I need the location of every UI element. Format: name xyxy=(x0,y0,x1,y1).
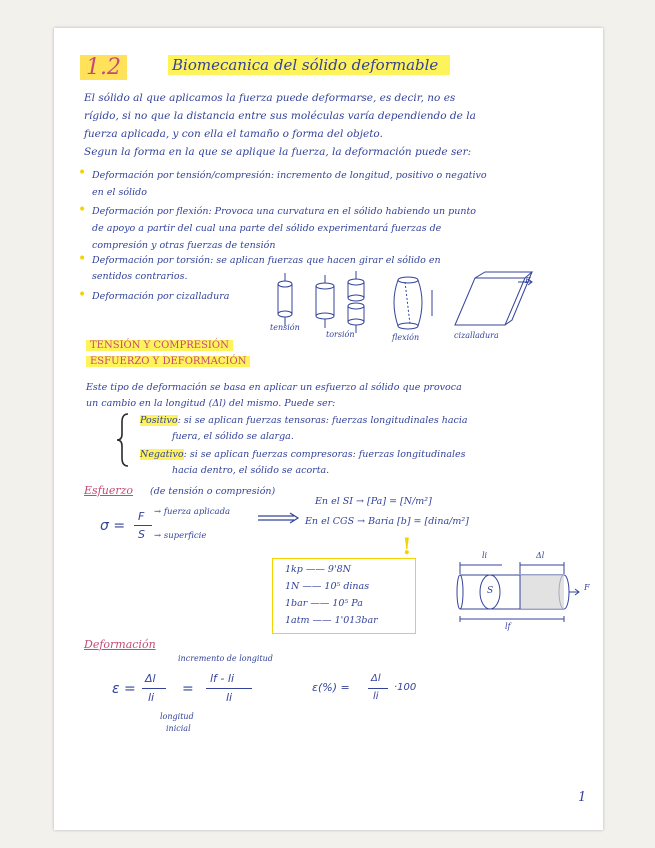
positive-line-2: fuera, el sólido se alarga. xyxy=(172,431,294,442)
deformation-top-note: incremento de longitud xyxy=(178,654,273,663)
type-flexion-line-1: Deformación por flexión: Provoca una curvatura en el sólido habiendo un punto xyxy=(92,206,477,217)
strain-denominator-2: li xyxy=(226,691,233,704)
strain-numerator-2: lf - li xyxy=(210,672,235,685)
positive-text: : si se aplican fuerzas tensoras: fuerzas longitudinales hacia xyxy=(177,415,468,426)
section-number: 1.2 xyxy=(80,55,127,80)
bullet-3: • xyxy=(78,251,87,267)
page-number: 1 xyxy=(578,790,587,805)
negative-line-2: hacia dentro, el sólido se acorta. xyxy=(172,465,330,476)
sigma-symbol: σ = xyxy=(100,518,126,534)
stress-heading-rest: (de tensión o compresión) xyxy=(150,486,276,497)
bullet-4: • xyxy=(78,287,87,303)
percent-strain-bar xyxy=(368,688,388,689)
unit-newton: 1N —— 10⁵ dinas xyxy=(285,581,370,592)
strain-denominator: li xyxy=(148,691,155,704)
strain-equals: = xyxy=(182,681,194,697)
exclamation-icon: ! xyxy=(402,534,412,560)
stress-fraction-bar xyxy=(134,525,152,526)
type-torsion-line-1: Deformación por torsión: se aplican fuerzas que hacen girar el sólido en xyxy=(92,255,441,266)
unit-bar: 1bar —— 10⁵ Pa xyxy=(285,598,363,609)
percent-strain-tail: ·100 xyxy=(394,682,417,693)
si-units: En el SI → [Pa] = [N/m²] xyxy=(315,496,432,507)
cylinder-li: li xyxy=(482,551,488,560)
page-title: Biomecanica del sólido deformable xyxy=(168,55,450,75)
percent-strain-denominator: li xyxy=(373,691,379,702)
stress-numerator: F xyxy=(138,510,145,523)
sketch-label-flexion: flexión xyxy=(392,333,420,342)
sketch-label-force: F xyxy=(525,276,531,285)
type-flexion-line-2: de apoyo a partir del cual una parte del sólido experimentará fuerzas de xyxy=(92,223,442,234)
intro-line-2: rígido, si no que la distancia entre sus moléculas varía dependiendo de la xyxy=(84,110,476,122)
section2-line-2: un cambio en la longitud (Δl) del mismo. Puede ser: xyxy=(86,398,336,409)
sketch-label-tension: tensión xyxy=(270,323,300,332)
sketch-label-cizalladura: cizalladura xyxy=(454,331,499,340)
type-flexion-line-3: compresión y otras fuerzas de tensión xyxy=(92,240,276,251)
negative-label: Negativo xyxy=(140,449,184,460)
stress-denominator: S xyxy=(138,528,145,541)
cgs-units: En el CGS → Baria [b] = [dina/m²] xyxy=(305,516,469,527)
section2-line-1: Este tipo de deformación se basa en aplicar un esfuerzo al sólido que provoca xyxy=(86,382,462,393)
cylinder-sketch xyxy=(452,556,582,628)
strain-fraction-bar-2 xyxy=(206,688,252,689)
epsilon-symbol: ε = xyxy=(112,681,136,697)
sketch-label-torsion: torsión xyxy=(326,330,355,339)
heading-tension-compression: TENSIÓN Y COMPRESIÓN xyxy=(86,340,233,351)
cylinder-F: F xyxy=(584,583,590,592)
positive-label: Positivo xyxy=(140,415,178,426)
bullet-1: • xyxy=(78,165,87,181)
unit-atm: 1atm —— 1'013bar xyxy=(285,615,378,626)
unit-kp: 1kp —— 9'8N xyxy=(285,564,351,575)
intro-line-1: El sólido al que aplicamos la fuerza puede deformarse, es decir, no es xyxy=(84,92,456,104)
type-shear: Deformación por cizalladura xyxy=(92,291,230,302)
intro-line-3: fuerza aplicada, y con ella el tamaño o forma del objeto. xyxy=(84,128,383,140)
stress-F-note: → fuerza aplicada xyxy=(154,507,231,517)
negative-text: : si se aplican fuerzas compresoras: fuerzas longitudinales xyxy=(183,449,466,460)
percent-strain-label: ε(%) = xyxy=(312,681,350,694)
implies-arrow xyxy=(256,512,302,524)
type-tension-line-2: en el sólido xyxy=(92,187,147,198)
strain-numerator: Δl xyxy=(145,672,156,685)
stress-F-note-text: fuerza aplicada xyxy=(163,507,231,517)
cylinder-S: S xyxy=(487,586,494,596)
strain-fraction-bar xyxy=(142,688,166,689)
percent-strain-numerator: Δl xyxy=(371,673,381,684)
bullet-2: • xyxy=(78,202,87,218)
cylinder-lf: lf xyxy=(505,622,511,631)
positive-line xyxy=(140,415,468,426)
cylinder-dl: Δl xyxy=(536,551,545,560)
deformation-bottom-note-1: longitud xyxy=(160,712,194,721)
deformation-bottom-note-2: inicial xyxy=(166,724,191,733)
negative-line xyxy=(140,449,466,460)
deformation-heading: Deformación xyxy=(84,638,156,651)
brace xyxy=(116,412,132,468)
stress-heading: Esfuerzo xyxy=(84,484,134,497)
stress-S-note-text: superficie xyxy=(163,531,207,541)
type-torsion-line-2: sentidos contrarios. xyxy=(92,271,188,282)
stress-S-note: → superficie xyxy=(154,531,207,541)
type-tension-line-1: Deformación por tensión/compresión: incremento de longitud, positivo o negativo xyxy=(92,170,487,181)
heading-stress-deformation: ESFUERZO Y DEFORMACIÓN xyxy=(86,356,250,367)
intro-line-4: Segun la forma en la que se aplique la fuerza, la deformación puede ser: xyxy=(84,146,472,158)
